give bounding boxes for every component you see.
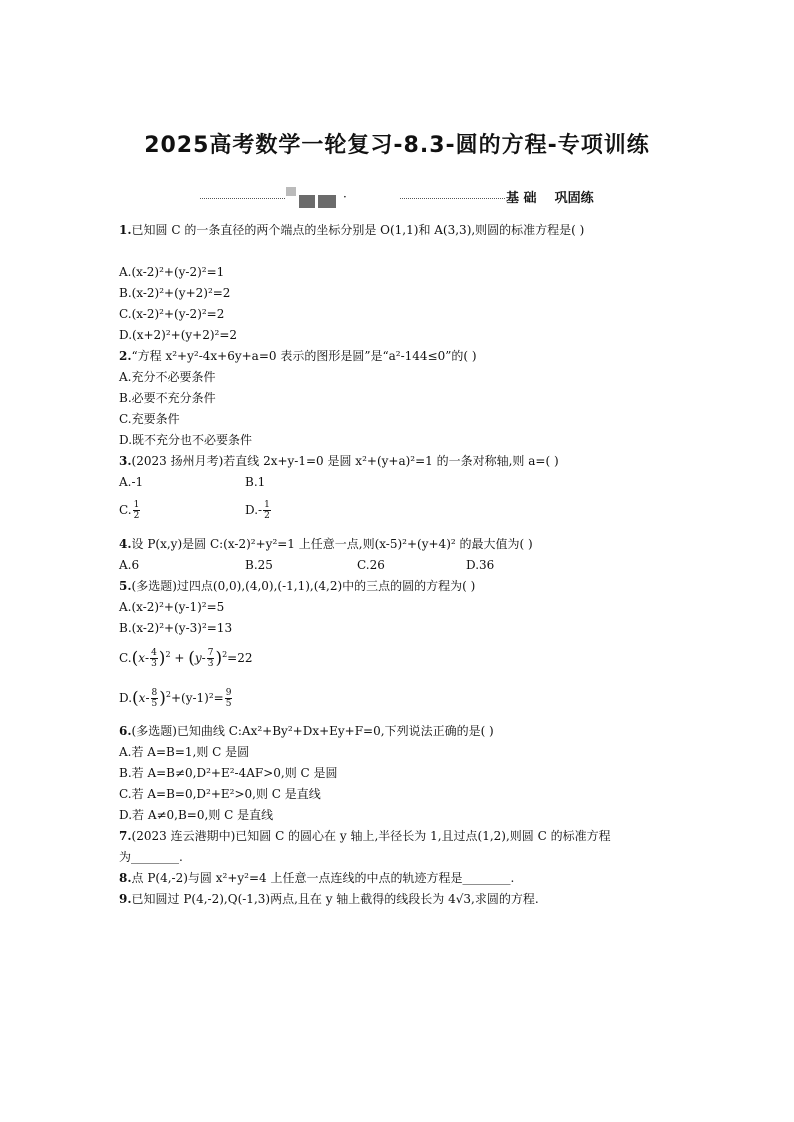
q3-option-a: A.-1 (119, 475, 144, 489)
question-number: 8. (119, 871, 132, 885)
fraction: $\frac{1}{2}$ (133, 500, 140, 521)
question-number: 7. (119, 829, 132, 843)
q4-option-b: B.25 (245, 558, 273, 572)
q6-option-c: C.若 A=B=0,D²+E²>0,则 C 是直线 (119, 787, 321, 801)
section-label: 基 础 巩固练 (506, 191, 594, 206)
question-number: 4. (119, 537, 132, 551)
question-8 (119, 870, 514, 886)
q1-option-b: B.(x-2)²+(y+2)²=2 (119, 286, 231, 300)
q4-option-a: A.6 (119, 558, 140, 572)
question-text: (2023 扬州月考)若直线 2x+y-1=0 是圆 x²+(y+a)²=1 的一条对称轴,则 a=( ) (131, 454, 559, 468)
question-text: 点 P(4,-2)与圆 x²+y²=4 上任意一点连线的中点的轨迹方程是________. (131, 871, 515, 885)
fraction: $\frac{8}{5}$ (151, 688, 158, 709)
question-text: 已知圆 C 的一条直径的两个端点的坐标分别是 O(1,1)和 A(3,3),则圆的标准方程是( ) (131, 223, 585, 237)
question-2 (119, 348, 477, 364)
fraction: $\frac{1}{2}$ (264, 500, 270, 521)
question-1 (119, 222, 584, 238)
q2-option-a: A.充分不必要条件 (119, 370, 216, 384)
q3-option-b: B.1 (245, 475, 266, 489)
question-number: 9. (119, 892, 132, 906)
question-number: 3. (119, 454, 132, 468)
q2-option-b: B.必要不充分条件 (119, 391, 216, 405)
question-number: 5. (119, 579, 132, 593)
q4-option-c: C.26 (357, 558, 385, 572)
q2-option-d: D.既不充分也不必要条件 (119, 433, 253, 447)
question-text: (多选题)已知曲线 C:Ax²+By²+Dx+Ey+F=0,下列说法正确的是( ) (131, 724, 494, 738)
q5-option-b: B.(x-2)²+(y-3)²=13 (119, 621, 233, 635)
question-6 (119, 723, 494, 739)
q6-option-a: A.若 A=B=1,则 C 是圆 (119, 745, 250, 759)
question-4 (119, 536, 533, 552)
q6-option-b: B.若 A=B≠0,D²+E²-4AF>0,则 C 是圆 (119, 766, 338, 780)
q5-option-a: A.(x-2)²+(y-1)²=5 (119, 600, 225, 614)
question-text: 设 P(x,y)是圆 C:(x-2)²+y²=1 上任意一点,则(x-5)²+(y+4)² 的最大值为( ) (131, 537, 533, 551)
question-7 (119, 828, 611, 844)
question-3 (119, 453, 559, 469)
q1-option-a: A.(x-2)²+(y-2)²=1 (119, 265, 225, 279)
banner-blocks-decoration (286, 187, 339, 208)
q1-option-d: D.(x+2)²+(y+2)²=2 (119, 328, 238, 342)
q4-option-d: D.36 (466, 558, 495, 572)
q3-option-c: C. $\frac{1}{2}$ (119, 500, 140, 521)
fraction: $\frac{4}{3}$ (151, 648, 157, 669)
fraction: $\frac{7}{3}$ (207, 648, 214, 669)
banner-block (318, 195, 336, 208)
banner-dot: · (343, 190, 347, 204)
section-banner (200, 184, 670, 206)
q6-option-d: D.若 A≠0,B=0,则 C 是直线 (119, 808, 274, 822)
question-number: 1. (119, 223, 132, 237)
fraction: $\frac{9}{5}$ (225, 688, 232, 709)
question-text: (多选题)过四点(0,0),(4,0),(-1,1),(4,2)中的三点的圆的方程为( ) (131, 579, 476, 593)
banner-dotted-line-right (400, 198, 505, 199)
question-text: “方程 x²+y²-4x+6y+a=0 表示的图形是圆”是“a²-144≤0”的( ) (131, 349, 477, 363)
question-7-continued: 为________. (119, 850, 183, 864)
page-title: 2025高考数学一轮复习-8.3-圆的方程-专项训练 (144, 133, 650, 158)
banner-block (286, 187, 296, 196)
question-9 (119, 891, 539, 907)
banner-dotted-line-left (200, 198, 285, 199)
q5-option-c: C.(x- $\frac{4}{3}$ )$^2$ + (y- $\frac{7}{3}$ )$^2$=22 (119, 648, 253, 669)
banner-block (299, 195, 315, 208)
question-text: 已知圆过 P(4,-2),Q(-1,3)两点,且在 y 轴上截得的线段长为 4√3,求圆的方程. (131, 892, 539, 906)
question-5 (119, 578, 475, 594)
q2-option-c: C.充要条件 (119, 412, 180, 426)
q3-option-d: D.- $\frac{1}{2}$ (245, 500, 270, 521)
q1-option-c: C.(x-2)²+(y-2)²=2 (119, 307, 225, 321)
q5-option-d: D.(x- $\frac{8}{5}$ )$^2$+(y-1)²= $\frac{9}{5}$ (119, 688, 232, 709)
question-number: 6. (119, 724, 132, 738)
question-number: 2. (119, 349, 132, 363)
question-text: (2023 连云港期中)已知圆 C 的圆心在 y 轴上,半径长为 1,且过点(1,2),则圆 C 的标准方程 (131, 829, 611, 843)
